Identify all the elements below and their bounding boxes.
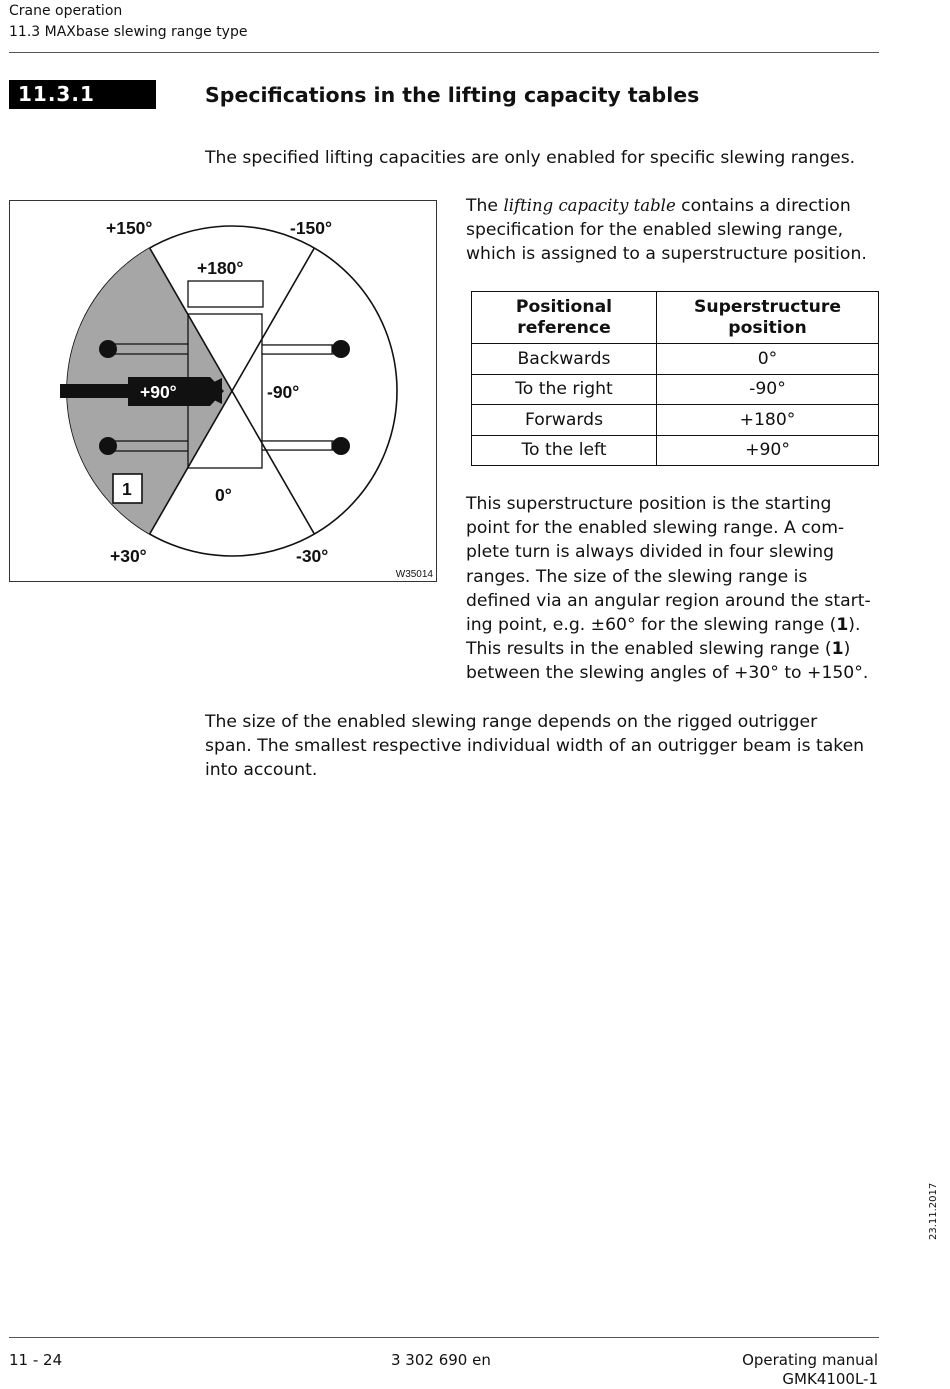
table-cell: -90°: [657, 374, 879, 405]
table-row: [472, 405, 879, 436]
header-rule: [9, 52, 879, 53]
header-chapter: Crane operation: [9, 3, 123, 19]
table-row: [472, 344, 879, 375]
label-plus30: +30°: [110, 546, 147, 566]
section-title: Specifications in the lifting capacity tables: [205, 83, 700, 107]
lifting-capacity-table-term: lifting capacity table: [503, 196, 676, 215]
figure-id: W35014: [395, 569, 433, 580]
label-plus150: +150°: [106, 218, 153, 238]
label-minus30: -30°: [296, 546, 329, 566]
table-cell: 0°: [657, 344, 879, 375]
footer-manual: Operating manual: [742, 1351, 878, 1369]
footer-model: GMK4100L-1: [782, 1370, 878, 1388]
table-cell: To the right: [472, 374, 657, 405]
table-header-row: [472, 292, 879, 344]
column-header-superstructure-position: Superstructure position: [657, 292, 879, 344]
outrigger-pad: [332, 437, 350, 455]
position-table: [471, 291, 879, 466]
carrier-cab: [188, 281, 263, 307]
outrigger-pad: [332, 340, 350, 358]
header-section: 11.3 MAXbase slewing range type: [9, 24, 248, 40]
table-cell: To the left: [472, 435, 657, 466]
callout-number: 1: [122, 479, 132, 499]
table-cell: Forwards: [472, 405, 657, 436]
label-minus90: -90°: [267, 382, 300, 402]
label-minus150: -150°: [290, 218, 333, 238]
slewing-range-paragraph: This superstructure position is the starting point for the enabled slewing range. A com- plete turn is always divided in four slewing ranges. The size of the slewing range is defined via an angular region around the start- ing point, e.g. ±60° for the slewing range (1). This results in the enabled slewing range (1) between the slewing angles of +30° to +150°.: [466, 494, 871, 684]
slewing-range-diagram: [10, 201, 438, 583]
intro-paragraph: The specified lifting capacities are only enabled for specific slewing ranges.: [205, 148, 856, 168]
footer-rule: [9, 1337, 879, 1338]
side-date: 23.11.2017: [928, 1182, 939, 1240]
outrigger-span-paragraph: The size of the enabled slewing range depends on the rigged outrigger span. The smallest respective individual width of an outrigger beam is taken into account.: [205, 712, 865, 781]
column-header-positional-reference: Positional reference: [472, 292, 657, 344]
table-cell: Backwards: [472, 344, 657, 375]
label-plus180: +180°: [197, 258, 244, 278]
table-row: [472, 435, 879, 466]
table-cell: +90°: [657, 435, 879, 466]
table-row: [472, 374, 879, 405]
outrigger-pad: [99, 340, 117, 358]
label-plus90: +90°: [140, 382, 177, 402]
slewing-range-figure: [9, 200, 437, 582]
label-zero: 0°: [215, 485, 232, 505]
footer-doc-number: 3 302 690 en: [391, 1351, 491, 1369]
section-number: 11.3.1: [9, 80, 156, 109]
lifting-table-paragraph: The lifting capacity table contains a direction specification for the enabled slewing range, which is assigned to a superstructure position.: [466, 196, 867, 265]
outrigger-pad: [99, 437, 117, 455]
table-cell: +180°: [657, 405, 879, 436]
footer-page-number: 11 - 24: [9, 1351, 63, 1369]
